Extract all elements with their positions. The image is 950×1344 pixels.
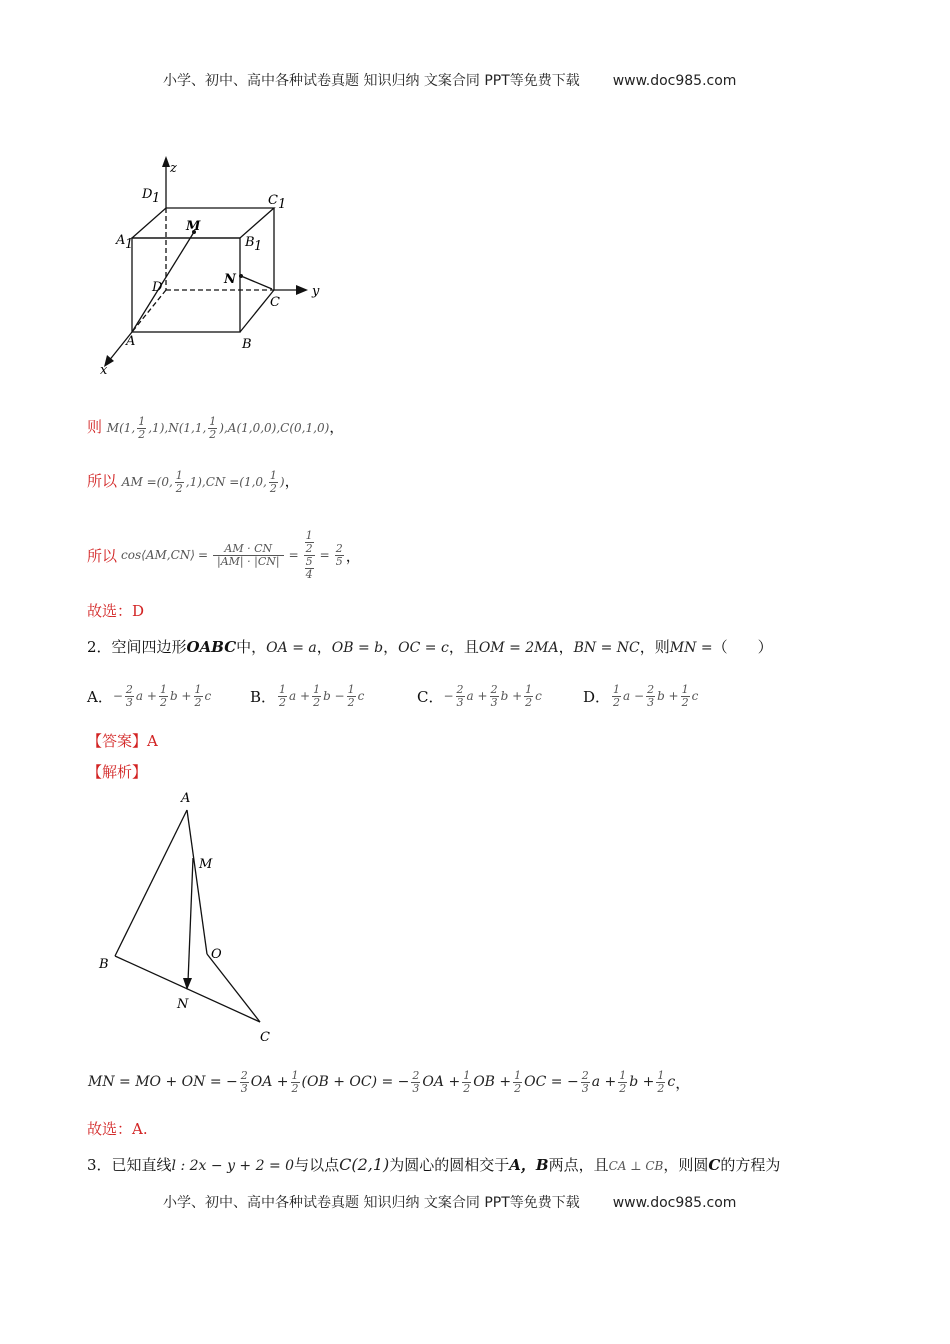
opt-a-f1d: 3 xyxy=(125,695,133,709)
sol2-p7: b + xyxy=(629,1074,655,1090)
sol1-line3-suffix: ， xyxy=(345,546,361,565)
edge-ab xyxy=(115,810,187,956)
label-a: A xyxy=(126,334,136,349)
solution2-equation xyxy=(88,1062,690,1102)
option-d-label: D． xyxy=(583,687,611,706)
q2-sep2: ， xyxy=(383,638,399,656)
option-a[interactable] xyxy=(87,676,211,716)
q3-c: C xyxy=(708,1156,721,1174)
q2-cond1: OA = a xyxy=(266,640,317,656)
opt-a-f2d: 2 xyxy=(159,695,167,709)
sol1-so1: 所以 xyxy=(87,472,118,490)
coord-n-frac-n: 1 xyxy=(209,414,217,428)
coord-n-frac-d: 2 xyxy=(209,427,217,441)
opt-c-sign: − xyxy=(443,689,454,703)
vec-cn-frac-d: 2 xyxy=(269,481,277,495)
tri-label-b: B xyxy=(99,957,109,972)
vec-am-frac-d: 2 xyxy=(175,481,183,495)
q2-sep3: ， xyxy=(558,638,574,656)
sol2-t3n: 2 xyxy=(412,1068,420,1082)
opt-a-f2n: 1 xyxy=(159,682,167,696)
opt-a-sign: − xyxy=(112,689,123,703)
q2-sep1: ， xyxy=(316,638,332,656)
cos-label: cos xyxy=(121,548,142,562)
q2-mid: 中， xyxy=(236,638,267,656)
q3-perp: CA ⊥ CB xyxy=(608,1159,664,1173)
coord-m-frac-d: 2 xyxy=(138,427,146,441)
q3-t3: 两点，且 xyxy=(548,1156,609,1174)
sol2-suffix: ， xyxy=(675,1073,691,1092)
label-c1-sub: 1 xyxy=(278,197,287,212)
opt-c-t3: c xyxy=(535,689,542,703)
label-y: y xyxy=(312,284,320,299)
option-b-label: B． xyxy=(250,687,277,706)
sol2-t6n: 2 xyxy=(581,1068,589,1082)
q2-ask: ，则 xyxy=(639,638,670,656)
coord-n: ,N xyxy=(164,421,179,435)
segment-cn xyxy=(241,276,272,289)
opt-a-f1n: 2 xyxy=(125,682,133,696)
label-c1: C xyxy=(268,193,278,208)
sol2-t3d: 3 xyxy=(412,1081,420,1095)
label-a1: A xyxy=(116,233,126,248)
label-a1-sub: 1 xyxy=(125,237,134,252)
sol2-t2d: 2 xyxy=(291,1081,299,1095)
header-text: 小学、初中、高中各种试卷真题 知识归纳 文案合同 PPT等免费下载 xyxy=(163,73,580,89)
option-d[interactable] xyxy=(583,676,698,716)
coord-m: M xyxy=(106,421,120,435)
tetra-figure xyxy=(95,784,295,1049)
analysis-label: 【解析】 xyxy=(87,763,148,781)
eq-2: = xyxy=(288,548,299,562)
q3-ab: A，B xyxy=(509,1156,549,1174)
sol2-t4n: 1 xyxy=(463,1068,471,1082)
solution1-line3: 所以 cos ⟨ AM,CN ⟩ = $\frac{AM \cdot CN}{|AM| \cdot |CN|}$ = $\frac{\frac{1}{2}}{\frac{5}{4}}$ = $\frac{2}{5}$ ， xyxy=(87,528,361,581)
vec-am-frac-n: 1 xyxy=(175,468,183,482)
cos-four: 4 xyxy=(305,567,313,581)
cube-hidden-diag xyxy=(132,290,166,332)
sol2-p6: a + xyxy=(591,1074,617,1090)
opt-b-f2d: 2 xyxy=(313,695,321,709)
footer-text: 小学、初中、高中各种试卷真题 知识归纳 文案合同 PPT等免费下载 xyxy=(163,1195,580,1211)
opt-d-f3n: 1 xyxy=(681,682,689,696)
option-a-label: A． xyxy=(87,687,113,706)
sol2-p2: (OB + OC) = − xyxy=(301,1074,410,1090)
tri-label-c: C xyxy=(260,1030,270,1045)
sol2-p8: c xyxy=(667,1074,676,1090)
q2-target: MN = xyxy=(669,640,713,656)
coord-n-a: 1,1, xyxy=(183,421,207,435)
label-b: B xyxy=(242,337,252,352)
opt-d-f1d: 2 xyxy=(613,695,621,709)
label-d1-sub: 1 xyxy=(152,191,161,206)
sol2-t7n: 1 xyxy=(619,1068,627,1082)
label-b1-sub: 1 xyxy=(254,239,263,254)
page-header xyxy=(163,70,736,90)
opt-c-t2: b + xyxy=(500,689,523,703)
label-c: C xyxy=(270,295,280,310)
opt-d-f1n: 1 xyxy=(613,682,621,696)
q3-num: 3．已知直线 xyxy=(87,1156,172,1174)
sol1-then: 则 xyxy=(87,418,103,436)
sol2-t5n: 1 xyxy=(514,1068,522,1082)
opt-a-t1: a + xyxy=(135,689,157,703)
tri-label-n: N xyxy=(177,997,189,1012)
sol2-t1n: 2 xyxy=(240,1068,248,1082)
opt-b-t3: c xyxy=(357,689,365,703)
opt-a-f3d: 2 xyxy=(194,695,202,709)
page-footer xyxy=(163,1192,736,1212)
label-d: D xyxy=(152,280,163,295)
opt-b-f3d: 2 xyxy=(347,695,355,709)
q2-paren: （ ） xyxy=(712,638,773,656)
opt-a-t3: c xyxy=(204,689,212,703)
sol2-p5: OC = − xyxy=(524,1074,579,1090)
q3-t1: 与以点 xyxy=(294,1156,340,1174)
eq-1: = xyxy=(197,548,209,562)
y-arrow xyxy=(296,285,308,295)
sol2-t8n: 1 xyxy=(657,1068,665,1082)
q3-t5: 的方程为 xyxy=(720,1156,781,1174)
sol2-t7d: 2 xyxy=(619,1081,627,1095)
cube-right-bottom-edge xyxy=(240,290,274,332)
option-c-label: C． xyxy=(417,687,444,706)
q2-num: 2．空间四边形 xyxy=(87,638,187,656)
q3-line: l : 2x − y + 2 = 0 xyxy=(171,1158,295,1174)
sol2-t6d: 3 xyxy=(581,1081,589,1095)
q3-t2: 为圆心的圆相交于 xyxy=(389,1156,510,1174)
opt-d-t1: a − xyxy=(623,689,645,703)
cos-res-n: 2 xyxy=(335,541,343,555)
label-x: x xyxy=(100,363,108,378)
cos-den: |AM| · |CN| xyxy=(217,554,280,568)
cos-half-n: 1 xyxy=(305,528,313,542)
answer-label: 【答案】A xyxy=(87,732,158,750)
opt-c-t1: a + xyxy=(466,689,488,703)
cos-res-d: 5 xyxy=(335,554,343,568)
vec-am: AM = xyxy=(121,475,157,489)
vec-am-b: ,1 xyxy=(185,475,198,489)
sol1-so2: 所以 xyxy=(87,546,118,565)
coord-m-a: 1, xyxy=(123,421,136,435)
segment-mn xyxy=(188,858,193,982)
sol2-t2n: 1 xyxy=(291,1068,299,1082)
sol2-t1d: 3 xyxy=(240,1081,248,1095)
opt-d-f3d: 2 xyxy=(681,695,689,709)
coord-ac: ,A(1,0,0),C(0,1,0) xyxy=(223,421,330,435)
q2-and: ，且 xyxy=(448,638,479,656)
edge-oc xyxy=(207,954,260,1022)
sol2-t4d: 2 xyxy=(463,1081,471,1095)
opt-d-f2d: 3 xyxy=(647,695,655,709)
q3-t4: ，则圆 xyxy=(663,1156,709,1174)
vec-cn-frac-n: 1 xyxy=(269,468,277,482)
label-d1: D xyxy=(142,187,153,202)
solution1-line2: 所以 AM =(0, $\frac{1}{2}$ ,1),CN =(1,0, $\frac{1}{2}$ )， xyxy=(87,468,300,495)
opt-c-f2d: 3 xyxy=(490,695,498,709)
footer-url: www.doc985.com xyxy=(612,1195,737,1211)
solution1-line1: 则 M(1, $\frac{1}{2}$ ,1),N(1,1, $\frac{1}{2}$ ),A(1,0,0),C(0,1,0)， xyxy=(87,414,345,441)
tri-label-a: A xyxy=(181,791,191,806)
sol2-t8d: 2 xyxy=(657,1081,665,1095)
q2-cond3: OC = c xyxy=(398,640,449,656)
label-n: N xyxy=(224,272,236,287)
q2-cond4: OM = 2MA xyxy=(478,640,559,656)
opt-c-f1n: 2 xyxy=(456,682,464,696)
opt-b-f1n: 1 xyxy=(279,682,287,696)
eq-3: = xyxy=(319,548,330,562)
sol2-t5d: 2 xyxy=(514,1081,522,1095)
tri-label-m: M xyxy=(199,857,213,872)
label-b1: B xyxy=(245,235,255,250)
opt-c-f1d: 3 xyxy=(456,695,464,709)
q3-point: C(2,1) xyxy=(339,1155,390,1174)
header-url: www.doc985.com xyxy=(612,73,737,89)
question2-stem xyxy=(87,636,773,657)
opt-a-t2: b + xyxy=(169,689,192,703)
opt-d-f2n: 2 xyxy=(647,682,655,696)
cube-top-face xyxy=(132,208,274,238)
segment-am xyxy=(132,232,194,332)
z-arrow xyxy=(162,156,170,167)
opt-b-f3n: 1 xyxy=(347,682,355,696)
coord-m-frac-n: 1 xyxy=(138,414,146,428)
opt-a-f3n: 1 xyxy=(194,682,202,696)
cos-arg: AM,CN xyxy=(145,548,191,562)
sol1-line2-suffix: ， xyxy=(284,472,300,490)
option-c[interactable] xyxy=(417,676,542,716)
label-z: z xyxy=(170,161,177,176)
opt-c-f3d: 2 xyxy=(525,695,533,709)
opt-d-t2: b + xyxy=(657,689,679,703)
sol2-p4: OB + xyxy=(473,1074,512,1090)
option-b[interactable] xyxy=(250,676,364,716)
opt-d-t3: c xyxy=(691,689,699,703)
sol2-p3: OA + xyxy=(422,1074,461,1090)
edge-bc xyxy=(115,956,260,1022)
opt-c-f2n: 2 xyxy=(490,682,498,696)
coord-m-b: ,1 xyxy=(148,421,160,435)
cube-figure xyxy=(90,150,330,380)
q2-cond2: OB = b xyxy=(331,640,384,656)
solution2-choice: 故选：A. xyxy=(87,1120,148,1138)
tri-label-o: O xyxy=(211,947,222,962)
sol2-p1: OA + xyxy=(250,1074,289,1090)
opt-b-t2: b − xyxy=(323,689,345,703)
point-n xyxy=(239,274,243,278)
cos-five: 5 xyxy=(305,554,313,568)
label-m: M xyxy=(186,219,201,234)
cos-num: AM · CN xyxy=(213,543,284,556)
sol1-line1-suffix: ， xyxy=(329,418,345,436)
opt-b-f1d: 2 xyxy=(279,695,287,709)
opt-b-f2n: 1 xyxy=(313,682,321,696)
sol2-lhs: MN = MO + ON = − xyxy=(88,1074,238,1090)
question3-stem xyxy=(87,1154,780,1175)
q2-name: OABC xyxy=(186,638,237,656)
cos-half-d: 2 xyxy=(305,541,313,555)
question2-options xyxy=(87,676,787,716)
opt-c-f3n: 1 xyxy=(525,682,533,696)
vec-cn-a: 1,0, xyxy=(243,475,267,489)
opt-b-t1: a + xyxy=(289,689,311,703)
vec-cn: ,CN = xyxy=(201,475,240,489)
vec-am-a: 0, xyxy=(161,475,173,489)
q2-cond5: BN = NC xyxy=(573,640,640,656)
solution1-choice: 故选：D xyxy=(87,602,145,620)
